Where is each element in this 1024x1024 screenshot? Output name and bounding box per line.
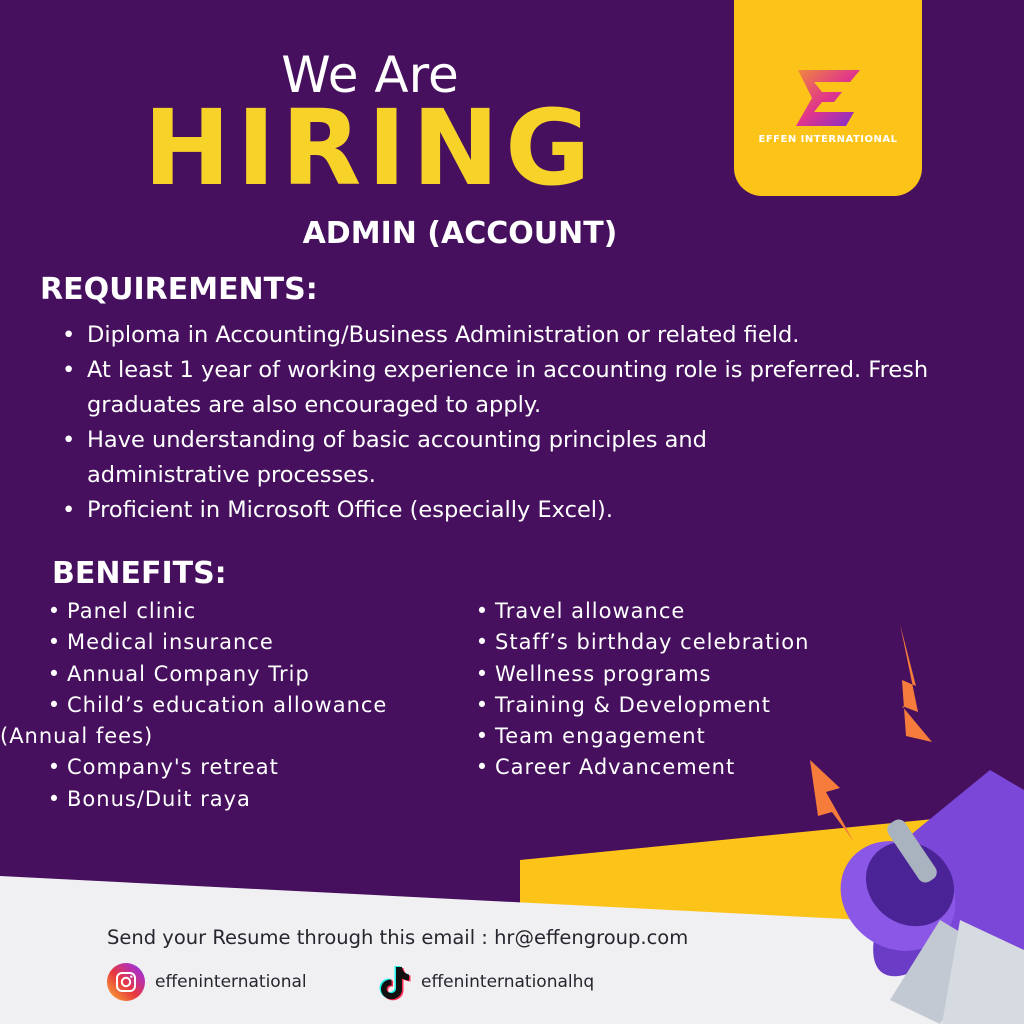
job-title: ADMIN (ACCOUNT): [302, 216, 618, 251]
list-item: • Career Advancement: [475, 755, 736, 780]
brand-name: EFFEN INTERNATIONAL: [758, 134, 898, 145]
logo-card: [734, 0, 922, 196]
list-item: • Panel clinic: [47, 599, 197, 623]
list-item: • Company's retreat: [47, 755, 279, 780]
list-item: • Travel allowance: [475, 599, 686, 623]
list-item: • Wellness programs: [475, 661, 712, 686]
tiktok-icon: [377, 963, 411, 1001]
list-item: • Proficient in Microsoft Office (especially Excel).: [62, 493, 942, 528]
headline-we-are: We Are: [281, 46, 459, 104]
list-item: • Bonus/Duit raya: [47, 786, 251, 811]
list-item: • Annual Company Trip: [47, 661, 310, 686]
benefits-list-left: [0, 596, 462, 815]
requirements-list: [62, 318, 942, 528]
list-item: • Staff’s birthday celebration: [475, 630, 810, 655]
list-item: • Team engagement: [475, 724, 706, 749]
list-item: • Medical insurance: [47, 630, 274, 655]
megaphone-icon: [770, 620, 1024, 1024]
instagram-link[interactable]: [107, 962, 307, 1002]
email-instruction: Send your Resume through this email : hr@effengroup.com: [107, 926, 689, 949]
list-item: • Diploma in Accounting/Business Administration or related field.: [62, 318, 942, 353]
list-item: • Have understanding of basic accounting principles and administrative processes.: [62, 423, 787, 493]
instagram-handle: effeninternational: [155, 972, 307, 992]
list-item: (Annual fees): [0, 724, 154, 749]
lightning-bolt-icon: [778, 624, 932, 842]
list-item: • At least 1 year of working experience in accounting role is preferred. Fresh graduates are also encouraged to apply.: [62, 353, 942, 423]
requirements-heading: REQUIREMENTS:: [40, 272, 318, 307]
list-item: • Child’s education allowance: [47, 692, 388, 717]
tiktok-handle: effeninternationalhq: [421, 972, 595, 992]
effen-e-logo-icon: [794, 68, 864, 128]
list-item: • Training & Development: [475, 692, 771, 717]
headline-hiring: HIRING: [143, 87, 597, 209]
tiktok-link[interactable]: [377, 962, 594, 1002]
benefits-heading: BENEFITS:: [52, 556, 227, 591]
instagram-icon: [107, 963, 145, 1001]
